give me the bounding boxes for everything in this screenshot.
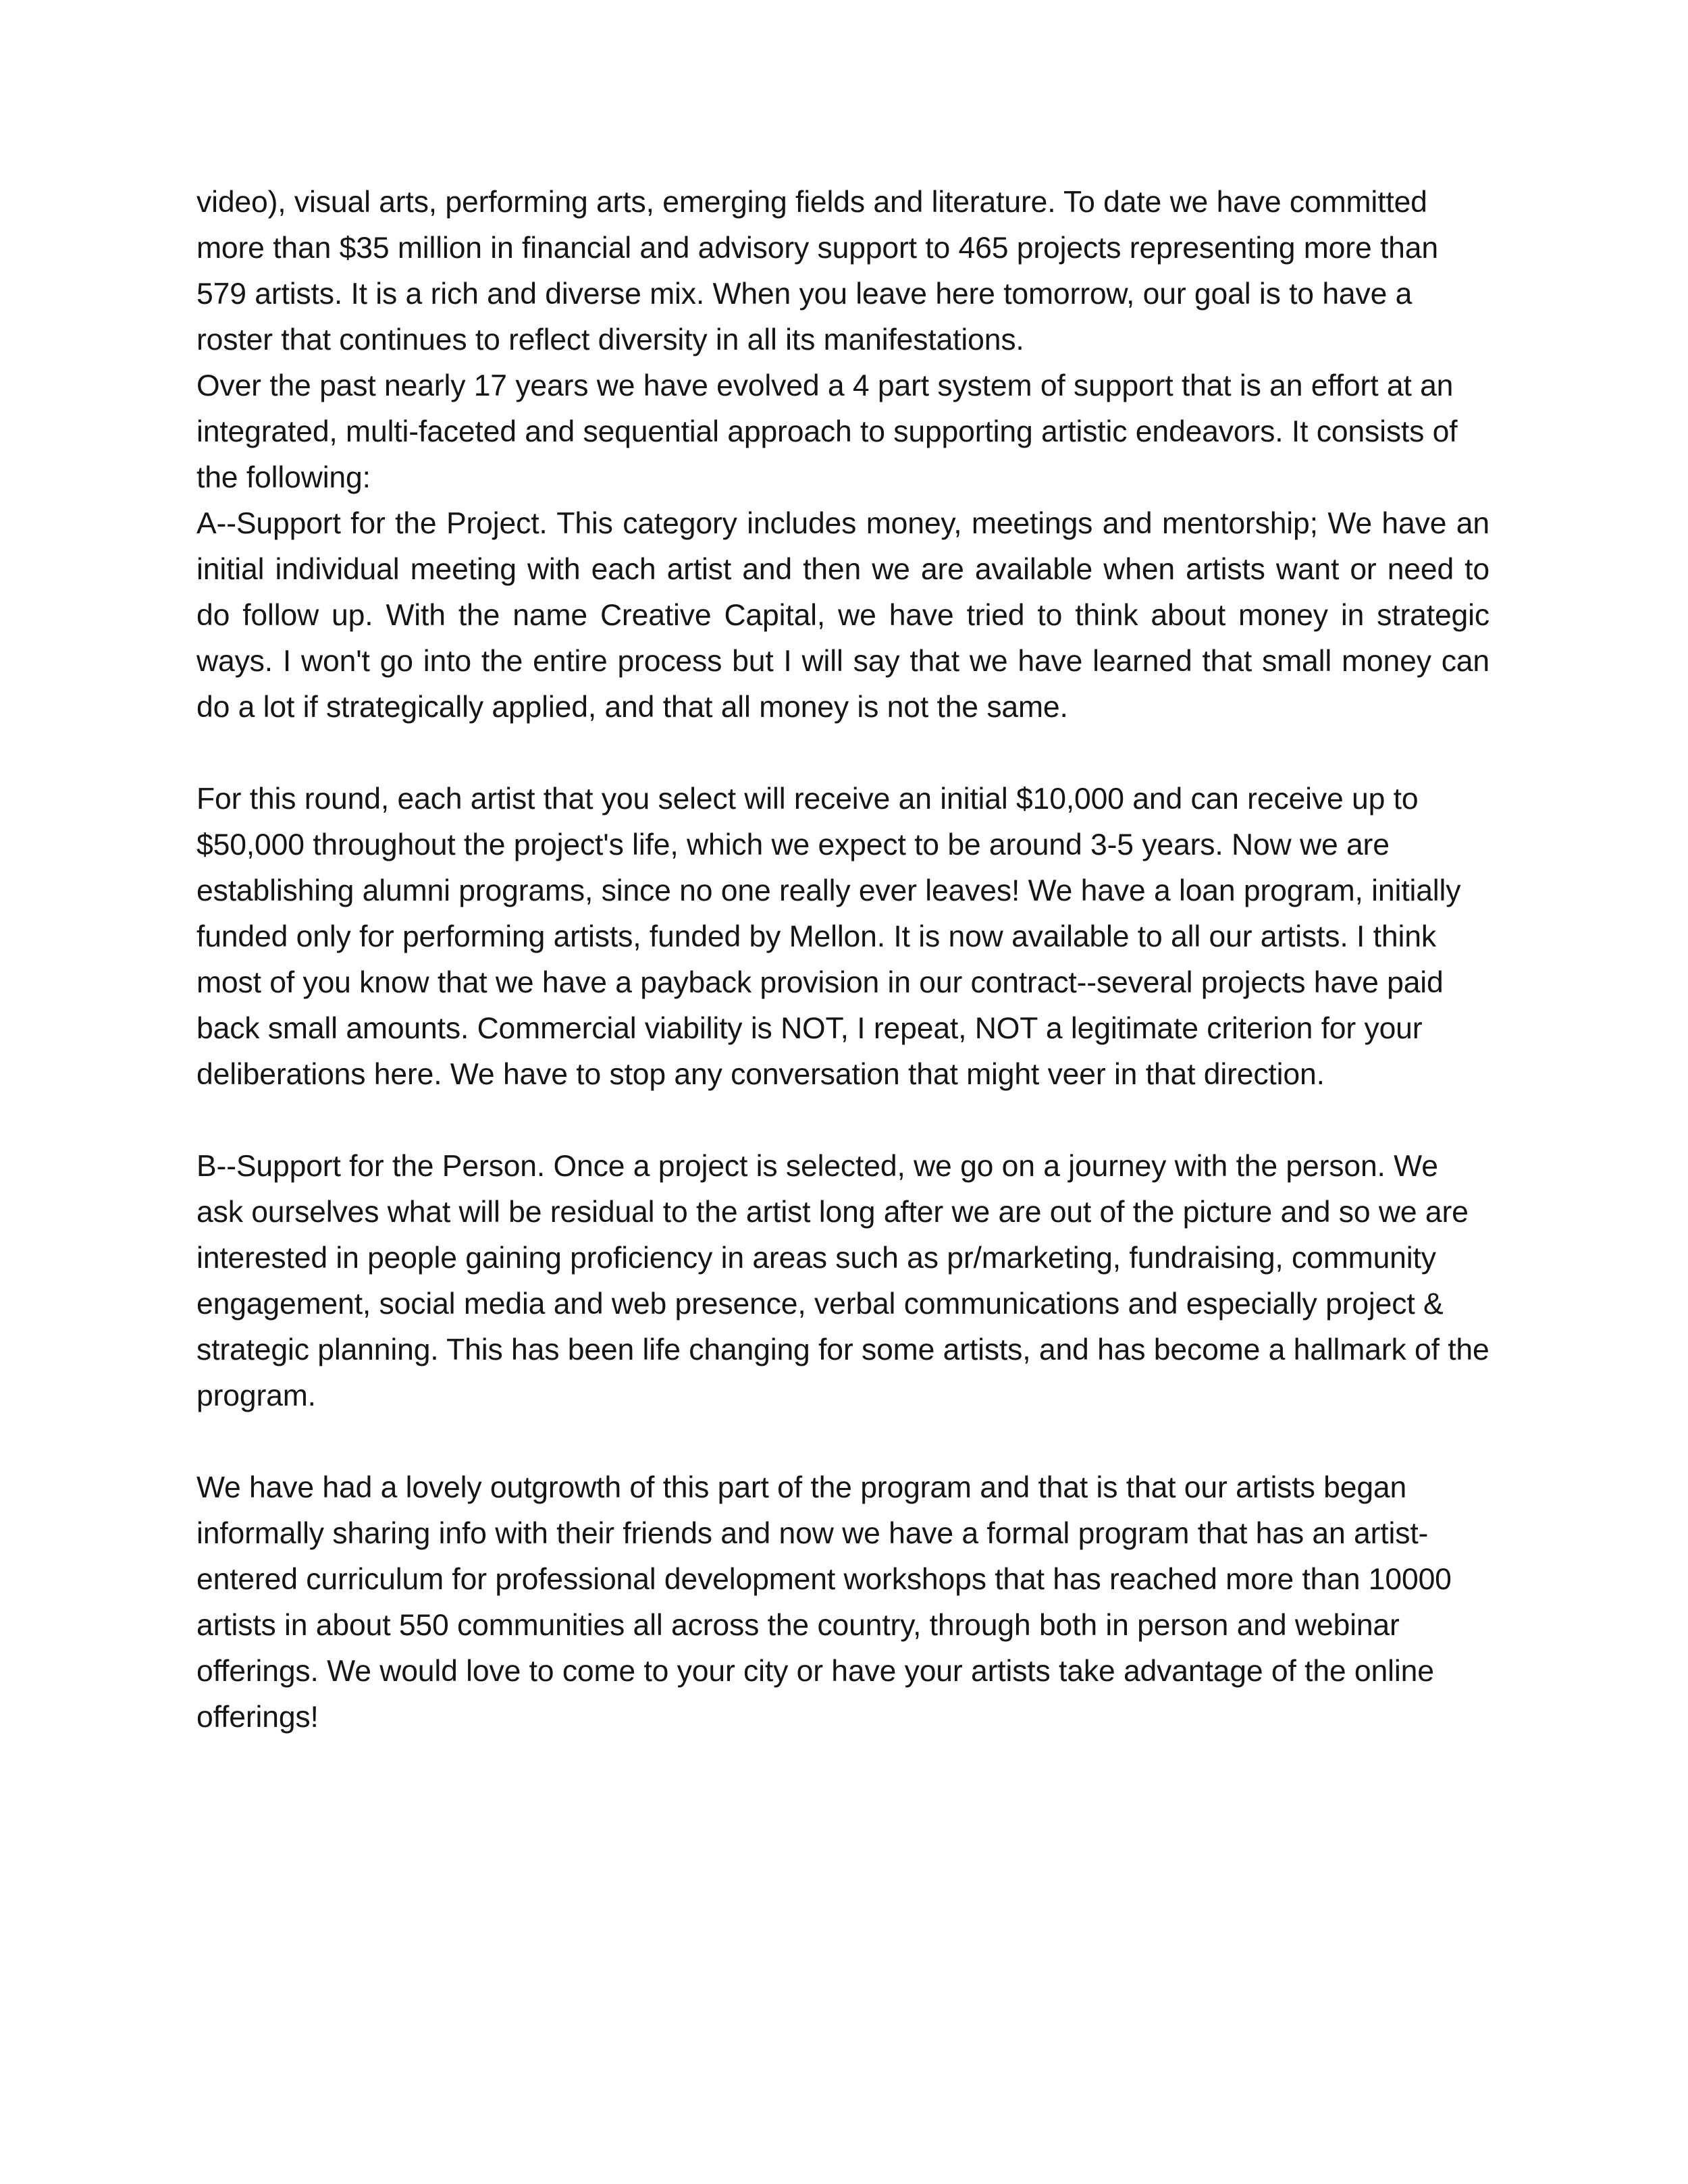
- document-text-column: [196, 180, 1489, 1740]
- paragraph-four-part-system: Over the past nearly 17 years we have evolved a 4 part system of support that is an effort at an integrated, multi-faceted and sequential approach to supporting artistic endeavors. It consists of the following:: [196, 369, 1458, 494]
- paragraph-b-support-for-the-person: B--Support for the Person. Once a project is selected, we go on a journey with the person. We ask ourselves what will be residual to the artist long after we are out of the picture and so we are interested in people gaining proficiency in areas such as pr/marketing, fundraising, community engagement, social media and web presence, verbal communications and especially project & strategic planning. This has been life changing for some artists, and has become a hallmark of the program.: [196, 1150, 1489, 1412]
- paragraph-funding-amounts: For this round, each artist that you select will receive an initial $10,000 and can receive up to $50,000 throughout the project's life, which we expect to be around 3-5 years. Now we are establishing alumni programs, since no one really ever leaves! We have a loan program, initially funded only for performing artists, funded by Mellon. It is now available to all our artists. I think most of you know that we have a payback provision in our contract--several projects have paid back small amounts. Commercial viability is NOT, I repeat, NOT a legitimate criterion for your deliberations here. We have to stop any conversation that might veer in that direction.: [196, 782, 1461, 1091]
- paragraph-intro-disciplines: video), visual arts, performing arts, emerging fields and literature. To date we have committed more than $35 million in financial and advisory support to 465 projects representing more than 579 artists. It is a rich and diverse mix. When you leave here tomorrow, our goal is to have a roster that continues to reflect diversity in all its manifestations.: [196, 186, 1438, 356]
- paragraph-a-support-for-the-project: A--Support for the Project. This category includes money, meetings and mentorship; We have an initial individual meeting with each artist and then we are available when artists want or need to do follow up. With the name Creative Capital, we have tried to think about money in strategic ways. I won't go into the entire process but I will say that we have learned that small money can do a lot if strategically applied, and that all money is not the same.: [196, 507, 1489, 724]
- paragraph-professional-development-outgrowth: We have had a lovely outgrowth of this part of the program and that is that our artists began informally sharing info with their friends and now we have a formal program that has an artist-entered curriculum for professional development workshops that has reached more than 10000 artists in about 550 communities all across the country, through both in person and webinar offerings. We would love to come to your city or have your artists take advantage of the online offerings!: [196, 1471, 1452, 1734]
